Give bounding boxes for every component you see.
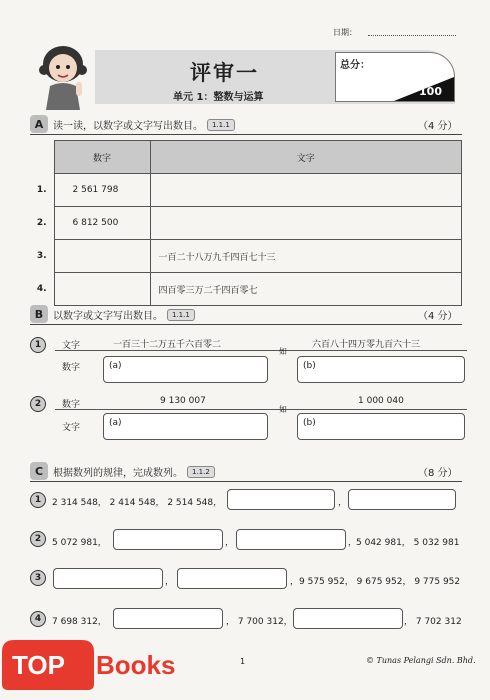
copyright: © Tunas Pelangi Sdn. Bhd. [366, 656, 476, 665]
section-b-code: 1.1.1 [167, 309, 195, 321]
number-answer-cell[interactable] [54, 240, 150, 273]
answer-box-a[interactable]: (a) [103, 356, 268, 383]
question-number: 2 [30, 531, 46, 547]
column-header-words: 文字 [150, 141, 462, 174]
question-number: 2 [30, 396, 46, 412]
sequence-start: 2 314 548， 2 414 548， 2 514 548， [52, 498, 223, 508]
question-number: 1 [30, 337, 46, 353]
table-row [30, 174, 462, 207]
column-header-number: 数字 [54, 141, 150, 174]
section-b-divider [30, 324, 462, 325]
words-cell: 四百零三万二千四百零七 [150, 273, 462, 306]
row-label-number: 数字 [62, 363, 81, 373]
section-c-letter: C [30, 462, 48, 480]
sequence-answer-box[interactable] [293, 608, 403, 629]
row-number: 4. [30, 273, 54, 306]
section-a-divider [30, 134, 462, 135]
section-a-letter: A [30, 115, 48, 133]
table-row [30, 240, 462, 273]
given-words-a: 一百三十二万五千六百零二 [113, 340, 222, 350]
score-label: 总分： [340, 60, 370, 71]
row-label-words: 文字 [62, 341, 81, 351]
question-number: 4 [30, 611, 46, 627]
section-c-heading [53, 464, 215, 479]
girl-illustration-icon [32, 40, 94, 110]
words-answer-cell[interactable] [150, 174, 462, 207]
score-box[interactable] [335, 52, 455, 102]
page-number: 1 [240, 657, 246, 666]
date-label: 日期： [333, 28, 357, 37]
answer-box-b[interactable]: (b) [297, 413, 465, 440]
number-cell: 6 812 500 [54, 207, 150, 240]
given-number-b: 1 000 040 [358, 396, 404, 406]
table-row [30, 273, 462, 306]
sequence-end: ， 7 702 312 [404, 617, 462, 627]
row-number: 1. [30, 174, 54, 207]
sequence-end: ，9 575 952， 9 675 952， 9 775 952 [290, 577, 461, 587]
sequence-mid: ， 7 700 312， [226, 617, 293, 627]
sequence-answer-box[interactable] [113, 608, 223, 629]
unit-subtitle: 单元 1：整数与运算 [173, 92, 264, 103]
row-label-words: 文字 [62, 423, 81, 433]
sequence-first: 5 072 981， [52, 538, 107, 548]
logo-top-text: TOP [12, 650, 65, 680]
question-number: 3 [30, 570, 46, 586]
date-field-line[interactable] [368, 35, 456, 36]
underline [55, 409, 467, 410]
section-c-divider [30, 481, 462, 482]
example-mark: 如 [279, 405, 287, 414]
row-number: 2. [30, 207, 54, 240]
number-words-table [30, 140, 462, 306]
underline [55, 350, 467, 351]
score-total: 100 [419, 85, 442, 98]
page-title: 评审一 [190, 61, 259, 85]
section-b-instruction: 以数字或文字写出数目。 [53, 311, 163, 322]
section-a-heading [53, 117, 235, 132]
worksheet-page: 日期： 评审一 单元 1：整数与运算 总分： 100 A 读一读，以数字或文字写出数目。 1.1.1 （4 分） 数字 文字 1. 2 561 798 2. 6 812 500 3. 一百二十八万九千四百七十三 4. 四百零三万二千四百零七 B 以数字或文字写出数目。 1.1.1 （4 分） 1 文字 一百三十二万五千六百零二 六百八十四万零九百六十三 数字 如 (a) (b) 2 数字 9 130 007 1 000 040 文字 如 (a) (b) C 根据数列的规律，完成数列。 1.1.2 （8 分） 1 2 314 548， 2 414 548， 2 514 548， ， 2 5 072 981， ， ， 5 042 981， 5 032 981 3 ， ，9 575 952， 9 675 952， 9 775 952 4 7 698 312， ， 7 700 312， ， 7 702 312 1 © Tunas Pelangi Sdn. Bhd. TOP Books [0, 0, 490, 700]
section-a-instruction: 读一读，以数字或文字写出数目。 [53, 121, 203, 132]
section-c-code: 1.1.2 [187, 466, 215, 478]
section-b-letter: B [30, 305, 48, 323]
sequence-answer-box[interactable] [53, 568, 163, 589]
sequence-answer-box[interactable] [227, 489, 335, 510]
words-cell: 一百二十八万九千四百七十三 [150, 240, 462, 273]
section-b-heading [53, 307, 195, 322]
topbooks-logo [0, 632, 190, 692]
number-answer-cell[interactable] [54, 273, 150, 306]
section-a-marks: （4 分） [418, 121, 458, 132]
answer-box-a[interactable]: (a) [103, 413, 268, 440]
section-c-instruction: 根据数列的规律，完成数列。 [53, 468, 183, 479]
section-c-marks: （8 分） [418, 468, 458, 479]
sequence-answer-box[interactable] [348, 489, 456, 510]
table-header-row [30, 141, 462, 174]
number-cell: 2 561 798 [54, 174, 150, 207]
section-b-marks: （4 分） [418, 311, 458, 322]
row-number: 3. [30, 240, 54, 273]
row-label-number: 数字 [62, 400, 81, 410]
given-words-b: 六百八十四万零九百六十三 [312, 340, 421, 350]
given-number-a: 9 130 007 [160, 396, 206, 406]
table-row [30, 207, 462, 240]
example-mark: 如 [279, 347, 287, 356]
sequence-answer-box[interactable] [177, 568, 287, 589]
words-answer-cell[interactable] [150, 207, 462, 240]
answer-box-b[interactable]: (b) [297, 356, 465, 383]
logo-books-text: Books [96, 650, 176, 680]
sequence-answer-box[interactable] [236, 529, 346, 550]
sequence-answer-box[interactable] [113, 529, 223, 550]
section-a-code: 1.1.1 [207, 119, 235, 131]
sequence-end: 5 042 981， 5 032 981 [356, 538, 460, 548]
sequence-first: 7 698 312， [52, 617, 107, 627]
question-number: 1 [30, 492, 46, 508]
